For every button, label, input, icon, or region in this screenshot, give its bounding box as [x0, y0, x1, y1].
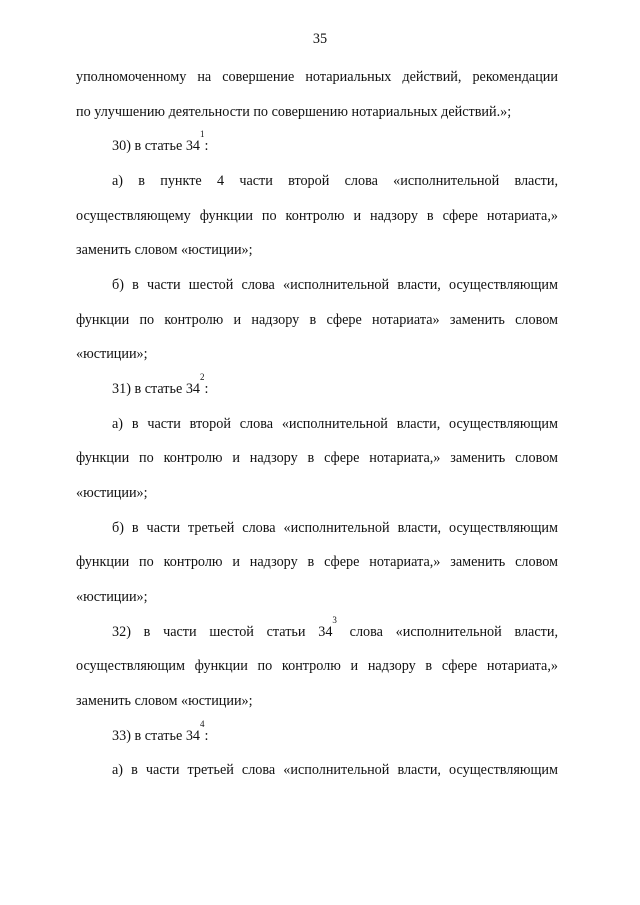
- item-31-heading: [112, 372, 558, 398]
- text-line: функции по контролю и надзору в сфере нотариата,» заменить словом: [76, 554, 558, 570]
- text-line: осуществляющим функции по контролю и надзору в сфере нотариата,»: [76, 658, 558, 674]
- item-33-heading: [112, 719, 558, 745]
- superscript: 4: [200, 719, 205, 729]
- text-line: функции по контролю и надзору в сфере нотариата,» заменить словом: [76, 450, 558, 466]
- text-line: а) в пункте 4 части второй слова «исполнительной власти,: [112, 173, 558, 189]
- text-line: 33) в статье 34: [112, 728, 201, 744]
- text-line: заменить словом «юстиции»;: [76, 242, 253, 258]
- text-line: «юстиции»;: [76, 485, 148, 501]
- item-30-heading: [112, 129, 558, 155]
- text-line: функции по контролю и надзору в сфере нотариата» заменить словом: [76, 312, 558, 328]
- colon: :: [204, 728, 209, 744]
- text-line: 30) в статье 34: [112, 138, 201, 154]
- text-line: осуществляющему функции по контролю и надзору в сфере нотариата,»: [76, 208, 558, 224]
- colon: :: [204, 138, 209, 154]
- text-line: слова «исполнительной власти,: [349, 624, 558, 640]
- text-line: по улучшению деятельности по совершению нотариальных действий.»;: [76, 104, 512, 120]
- text-line: уполномоченному на совершение нотариальных действий, рекомендации: [76, 69, 558, 85]
- superscript: 1: [200, 129, 205, 139]
- text-line: 32) в части шестой статьи 34: [112, 624, 333, 640]
- item-32-heading: [112, 615, 558, 641]
- text-line: заменить словом «юстиции»;: [76, 693, 253, 709]
- text-line: а) в части третьей слова «исполнительной власти, осуществляющим: [112, 762, 558, 778]
- superscript: 3: [332, 615, 337, 625]
- text-line: б) в части третьей слова «исполнительной власти, осуществляющим: [112, 520, 558, 536]
- page-number: 35: [312, 31, 328, 47]
- text-line: «юстиции»;: [76, 346, 148, 362]
- text-line: б) в части шестой слова «исполнительной власти, осуществляющим: [112, 277, 558, 293]
- colon: :: [204, 381, 209, 397]
- text-line: 31) в статье 34: [112, 381, 201, 397]
- text-line: а) в части второй слова «исполнительной власти, осуществляющим: [112, 416, 558, 432]
- text-line: «юстиции»;: [76, 589, 148, 605]
- superscript: 2: [200, 372, 205, 382]
